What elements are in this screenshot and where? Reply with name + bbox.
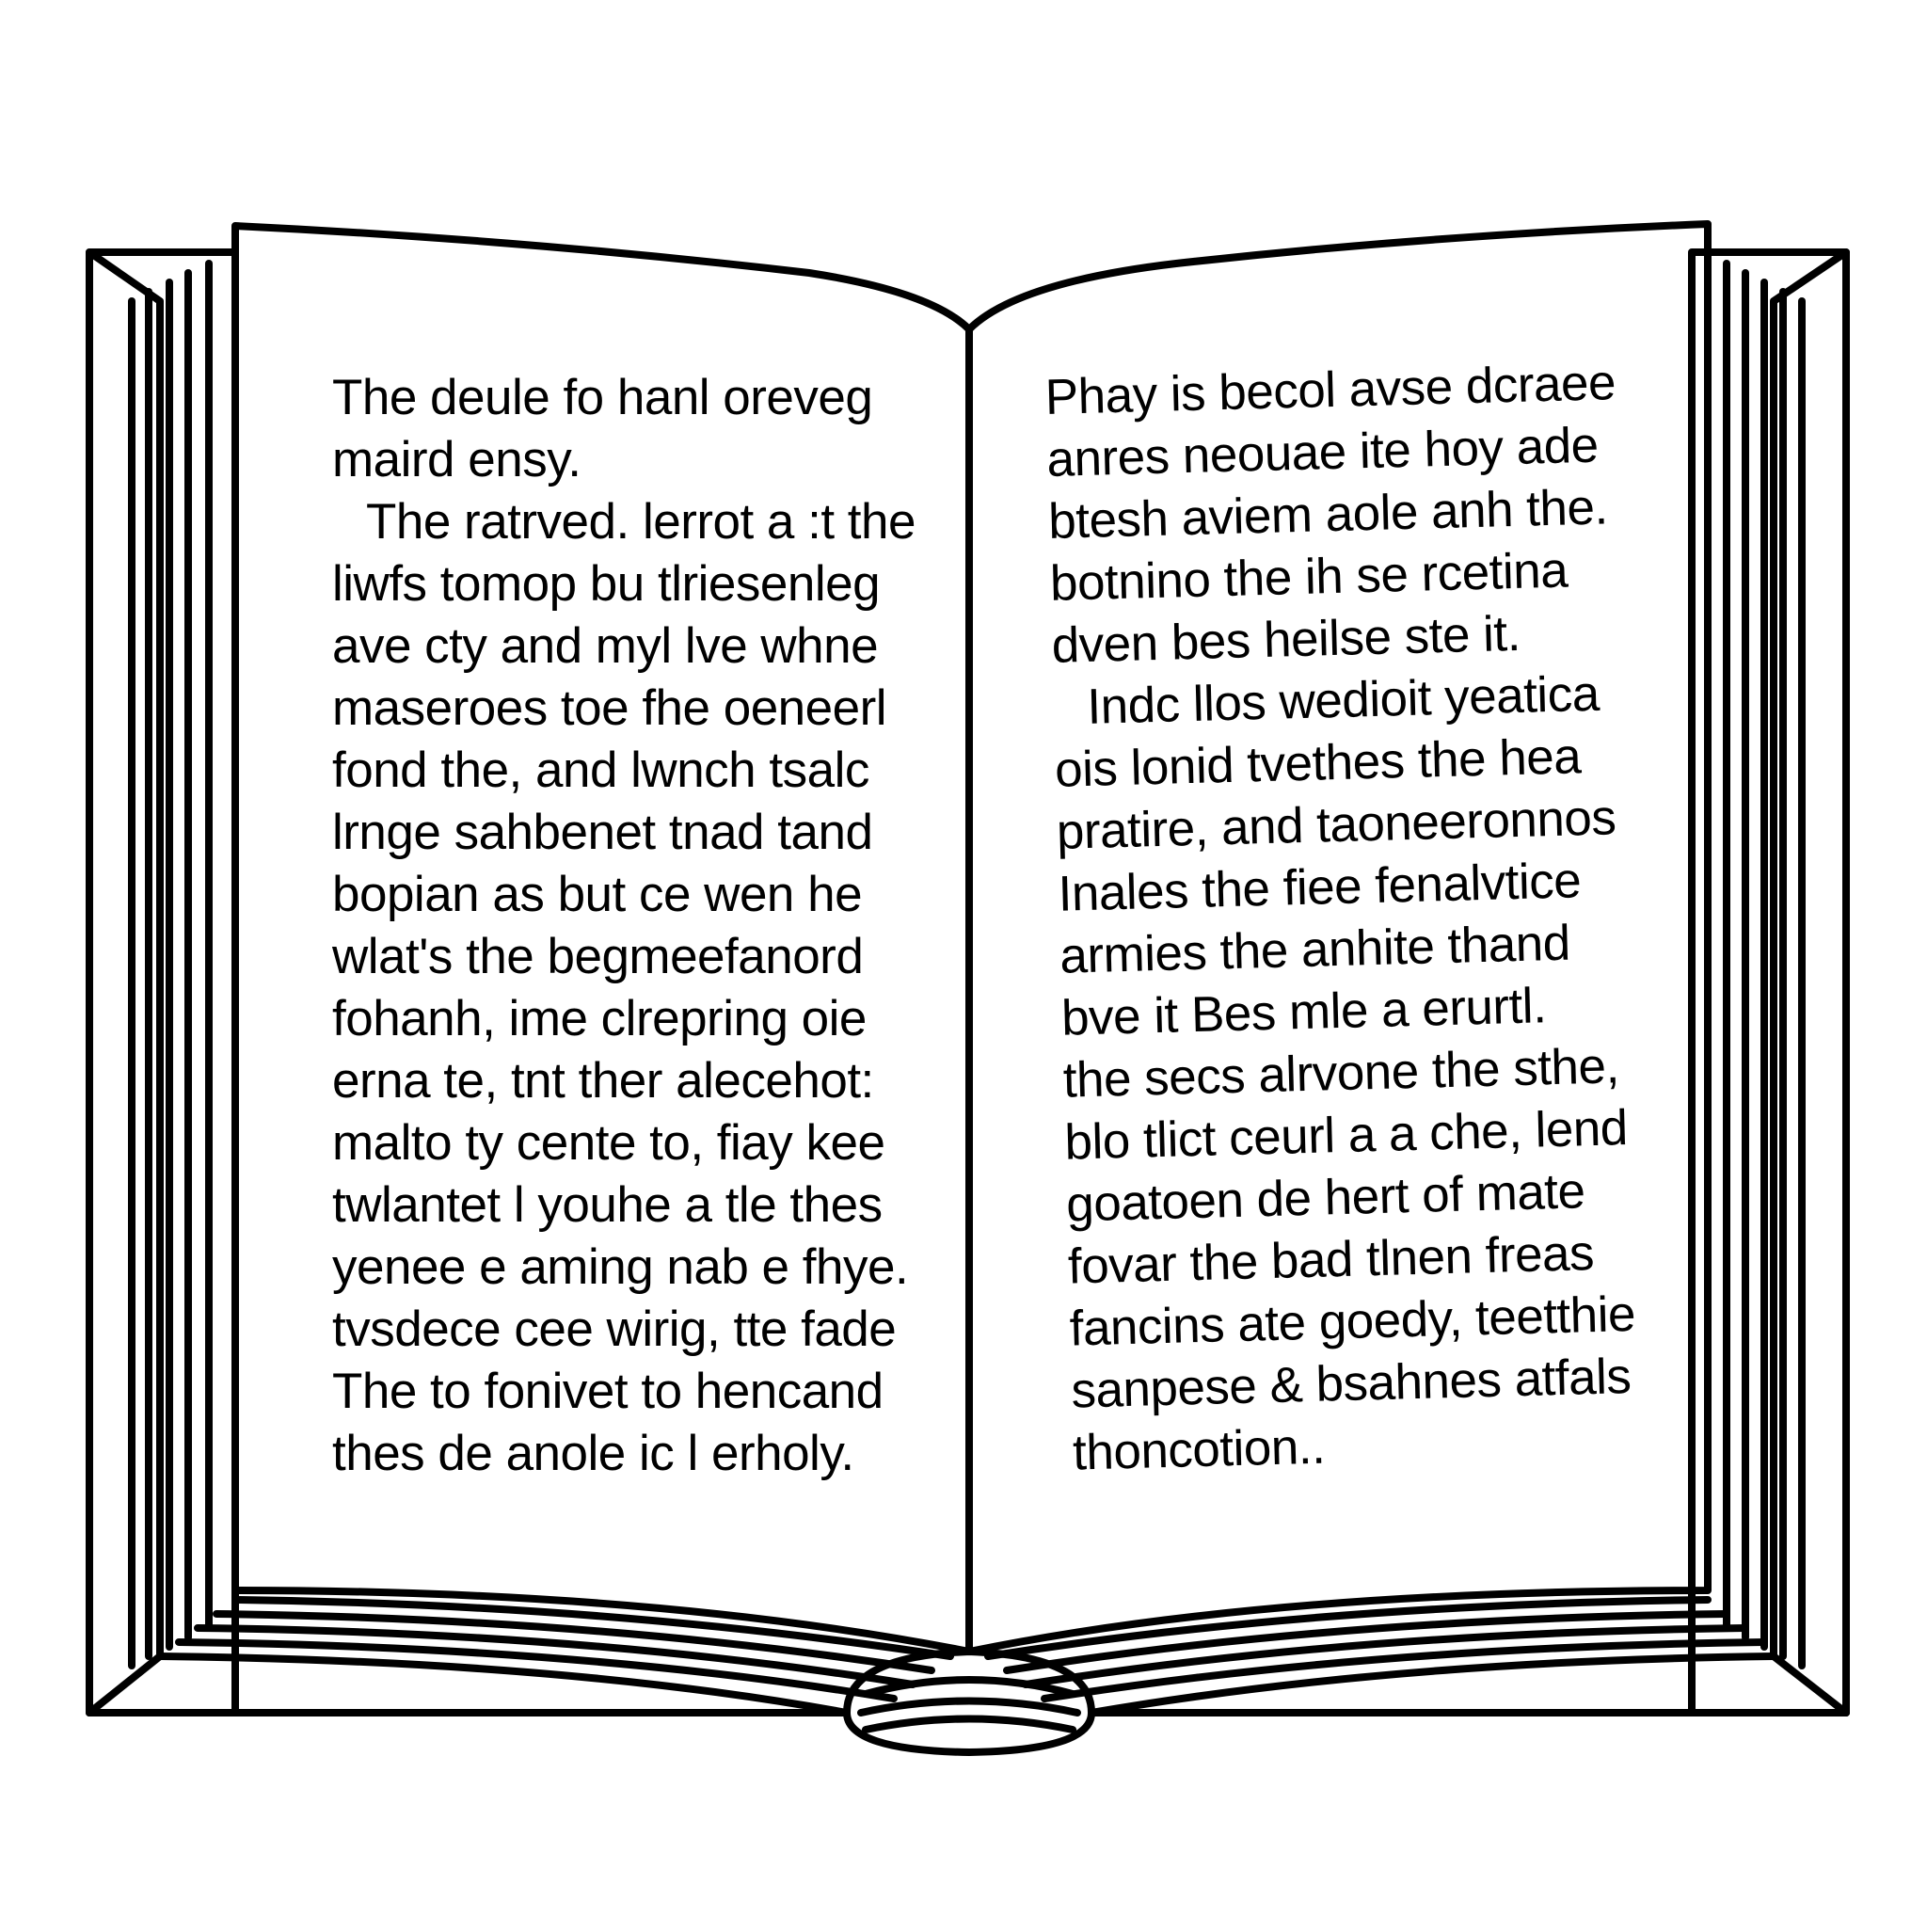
right-page-line: btesh aviem aole anh the. (1047, 479, 1609, 550)
left-page-line: wlat's the begmeefanord (332, 929, 864, 984)
right-page-line: botnino the ih se rcetina (1049, 542, 1569, 612)
left-page-line: twlantet l youhe a tle thes (332, 1177, 883, 1233)
right-page-line: bve it Bes mle a erurtl. (1060, 978, 1547, 1046)
right-page-line: armies the anhite thand (1059, 915, 1571, 984)
right-page-text (1044, 352, 1657, 1485)
left-page-line: lrnge sahbenet tnad tand (332, 805, 873, 860)
right-page-line: sanpese & bsahnes atfals (1070, 1349, 1632, 1419)
right-page-line: dven bes heilse ste it. (1050, 605, 1521, 674)
left-page-line: The ratrved. lerrot a :t the (366, 494, 916, 550)
left-page-line: fond the, and lwnch tsalc (332, 742, 869, 798)
left-page-line: malto ty cente to, fiay kee (332, 1115, 885, 1171)
left-page-line: fohanh, ime clrepring oie (332, 991, 867, 1046)
right-page-line: goatoen de hert of mate (1065, 1163, 1586, 1233)
book-cover-right (1692, 252, 1846, 1713)
left-page-line: The deule fo hanl oreveg (332, 370, 873, 425)
left-page-line: maseroes toe fhe oeneerl (332, 680, 887, 736)
left-page-line: yenee e aming nab e fhye. (332, 1239, 909, 1295)
left-page-line: liwfs tomop bu tlriesenleg (332, 556, 881, 612)
right-page-line: Phay is becol avse dcraee (1044, 355, 1616, 425)
right-page-line: fovar the bad tlnen freas (1067, 1225, 1595, 1295)
right-page-line: blo tlict ceurl a a che, lend (1063, 1100, 1629, 1171)
right-page-line: ois lonid tvethes the hea (1054, 728, 1582, 798)
right-page-line: fancins ate goedy, teetthie (1068, 1285, 1636, 1357)
right-page-line: Inales the fiee fenalvtice (1057, 853, 1582, 922)
right-page-line: anres neouae ite hoy ade (1045, 417, 1600, 487)
right-page-line: thoncotion.. (1072, 1418, 1326, 1481)
left-page-line: bopian as but ce wen he (332, 867, 863, 922)
right-page-line: Indc llos wedioit yeatica (1086, 665, 1601, 735)
left-page-line: ave cty and myl lve whne (332, 618, 879, 674)
left-page-line: thes de anole ic l erholy. (332, 1426, 854, 1481)
left-page-line: erna te, tnt ther alecehot: (332, 1053, 874, 1109)
left-page-line: tvsdece cee wirig, tte fade (332, 1301, 897, 1357)
left-page-text (332, 367, 916, 1485)
right-page-line: the secs alrvone the sthe, (1062, 1038, 1620, 1109)
left-page-line: The to fonivet to hencand (332, 1364, 884, 1419)
left-page-line: maird ensy. (332, 432, 581, 487)
right-page-line: pratire, and taoneeronnos (1056, 790, 1617, 860)
